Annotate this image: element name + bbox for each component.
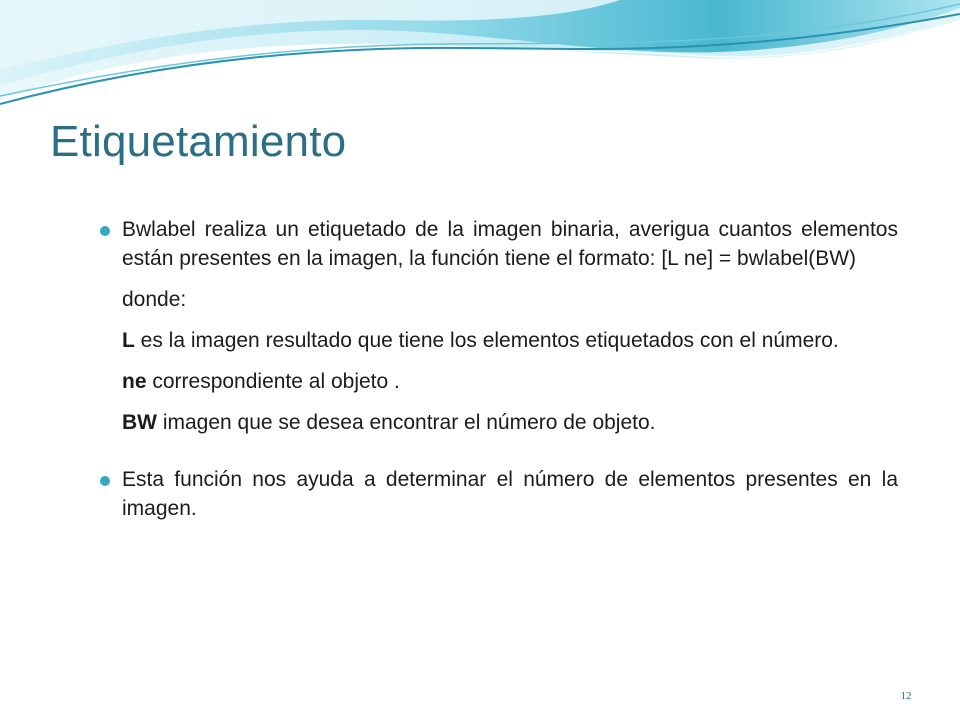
bullet-function-purpose	[98, 465, 898, 523]
page-number: 12	[900, 690, 912, 702]
header-wave-decoration	[0, 0, 960, 110]
definition-ne-text: correspondiente al objeto .	[146, 370, 400, 393]
definition-ne-term: ne	[122, 370, 147, 393]
bullet-dot-icon	[100, 226, 110, 236]
definition-bw-text: imagen que se desea encontrar el número de objeto.	[157, 411, 656, 434]
bullet-bwlabel	[98, 215, 898, 273]
bullet-dot-icon	[100, 476, 110, 486]
donde-label: donde:	[122, 288, 187, 311]
definition-bw	[98, 408, 898, 437]
bullet-bwlabel-text: Bwlabel realiza un etiquetado de la imagen binaria, averigua cuantos elementos están presentes en la imagen, la función tiene el formato: [L ne] = bwlabel(BW)	[122, 218, 898, 270]
definition-l	[98, 326, 898, 355]
bullet-function-purpose-text: Esta función nos ayuda a determinar el número de elementos presentes en la imagen.	[122, 468, 898, 520]
definition-ne	[98, 367, 898, 396]
definition-l-term: L	[122, 329, 135, 352]
definition-bw-term: BW	[122, 411, 157, 434]
slide-body	[98, 215, 898, 523]
definition-l-text: es la imagen resultado que tiene los elementos etiquetados con el número.	[134, 329, 839, 352]
slide-title: Etiquetamiento	[50, 117, 347, 166]
